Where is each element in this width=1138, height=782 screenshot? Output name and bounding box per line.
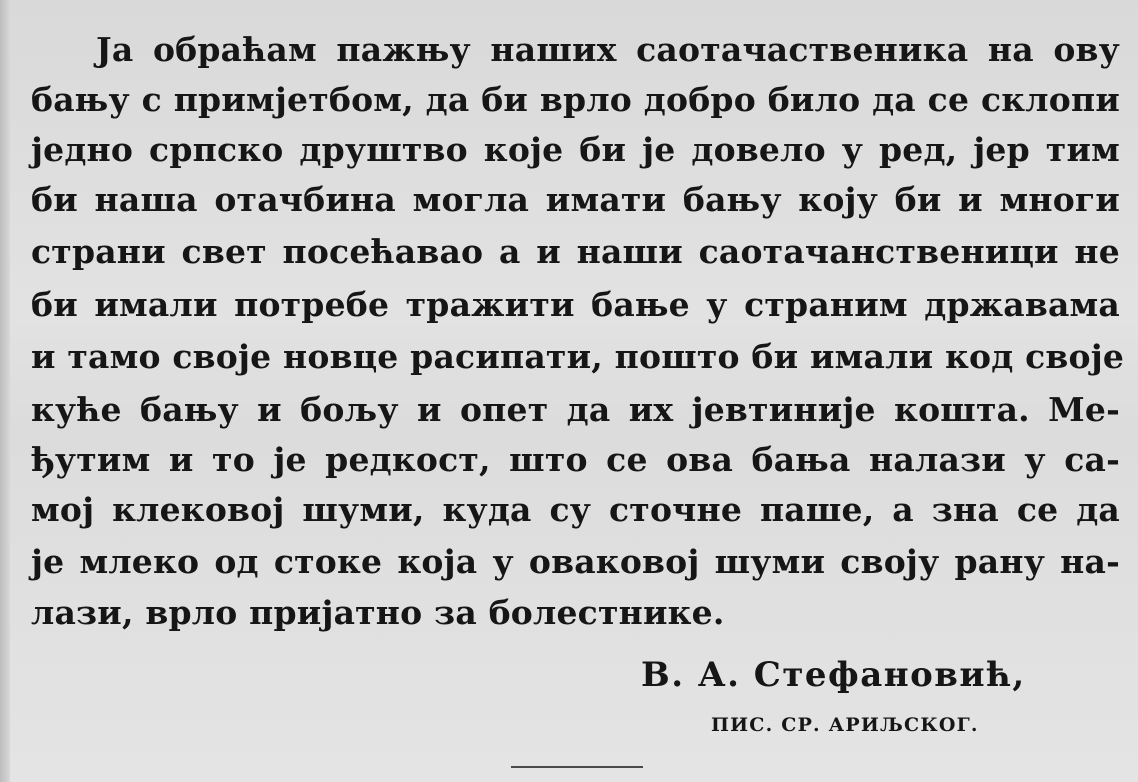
article-line: једно српско друштво које би је довело у ред, јер тим bbox=[31, 130, 1120, 169]
article-line: Ја обраћам пажњу наших саотачаственика на ову bbox=[96, 30, 1120, 69]
article-line: мој клековој шуми, куда су сточне паше, а зна се да bbox=[31, 490, 1120, 529]
author-signature: В. А. Стефановић, bbox=[641, 655, 1026, 695]
author-title: ПИС. СР. АРИЉСКОГ. bbox=[711, 714, 979, 736]
article-line: куће бању и бољу и опет да их јевтиније кошта. Ме- bbox=[31, 390, 1120, 429]
page-edge bbox=[0, 0, 10, 782]
article-line: ђутим и то је редкост, што се ова бања налази у са- bbox=[31, 440, 1120, 479]
article-line: и тамо своје новце расипати, пошто би имали код своје bbox=[31, 337, 1125, 376]
article-line: би наша отачбина могла имати бању коју би и многи bbox=[31, 180, 1120, 219]
article-line: бању с примјетбом, да би врло добро било да се склопи bbox=[31, 80, 1120, 119]
article-line: страни свет посећавао а и наши саотачанственици не bbox=[31, 232, 1120, 271]
article-line: лази, врло пријатно за болестнике. bbox=[31, 593, 725, 632]
section-divider bbox=[511, 766, 643, 768]
article-line: је млеко од стоке која у оваковој шуми своју рану на- bbox=[31, 542, 1120, 581]
article-line: би имали потребе тражити бање у страним државама bbox=[31, 285, 1120, 324]
